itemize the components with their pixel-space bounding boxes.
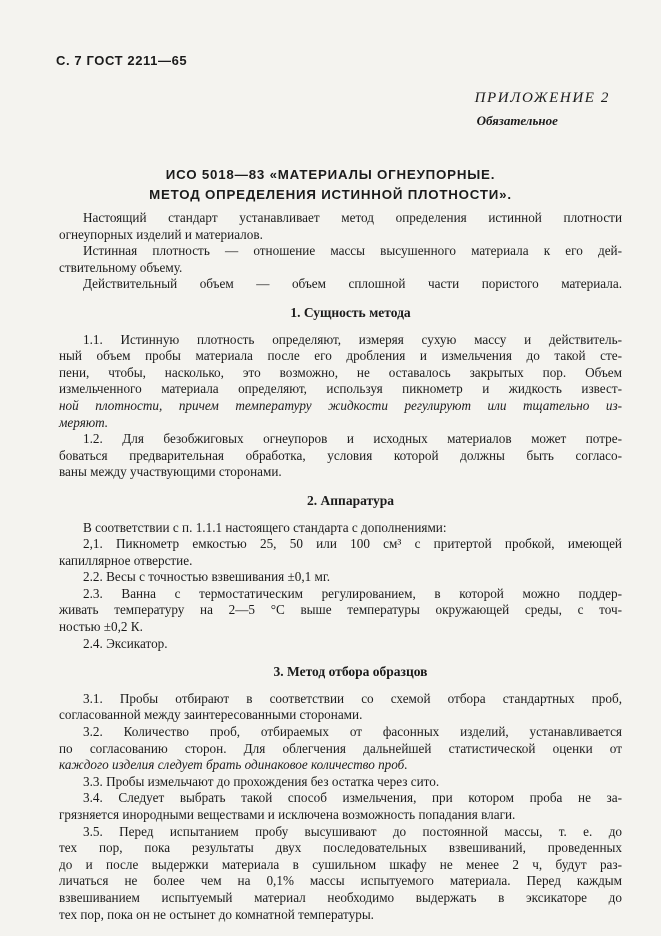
text-line: Настоящий стандарт устанавливает метод определения истинной плотности [83, 210, 622, 225]
text-line: 1.2. Для безобжиговых огнеупоров и исходных материалов может потре- [83, 431, 622, 447]
intro-paragraph-3 [79, 276, 622, 293]
section-1-heading: 1. Сущность метода [290, 304, 411, 320]
text-line: 3.4. Следует выбрать такой способ измельчения, при котором проба не за- [83, 790, 622, 806]
paragraph-1-1 [59, 332, 622, 432]
document-title-line-2: МЕТОД ОПРЕДЕЛЕНИЯ ИСТИННОЙ ПЛОТНОСТИ». [149, 187, 512, 202]
paragraph-2-2 [79, 569, 622, 586]
text-line: огнеупорных изделий и материалов. [59, 226, 263, 242]
text-line: ной плотности, причем температуру жидкости регулируют или тщательно из- [59, 397, 622, 413]
text-line: ный объем пробы материала после его дробления и измельчения до такой сте- [59, 348, 622, 364]
text-line: тех пор, пока он не остынет до комнатной температуры. [59, 906, 374, 922]
text-line: 2.4. Эксикатор. [83, 635, 168, 651]
text-line: В соответствии с п. 1.1.1 настоящего стандарта с дополнениями: [83, 519, 447, 535]
text-line: 3.1. Пробы отбирают в соответствии со схемой отбора стандартных проб, [83, 690, 622, 706]
paragraph-1-2 [59, 431, 622, 481]
text-line: грязняется инородными веществами и исключена возможность попадания влаги. [59, 807, 516, 822]
paragraph-2-4 [79, 636, 622, 653]
text-line: тех пор, пока результаты двух последовательных взвешиваний, проведенных [59, 840, 622, 856]
text-line: 2.2. Весы с точностью взвешивания ±0,1 мг. [83, 569, 331, 585]
text-line: каждого изделия следует брать одинаковое количество проб. [59, 757, 408, 773]
text-line: 3.5. Перед испытанием пробу высушивают до постоянной массы, т. е. до [83, 823, 622, 839]
section-2-heading: 2. Аппаратура [307, 492, 394, 508]
text-line: 3.2. Количество проб, отбираемых от фасонных изделий, устанавливается [83, 724, 622, 740]
text-line: живать температуру на 2—5 °С выше температуры окружающей среды, с точ- [59, 602, 622, 618]
text-line: взвешиванием испытуемый материал необходимо выдержать в эксикаторе до [59, 889, 622, 905]
text-line: Действительный объем — объем сплошной части пористого материала. [83, 276, 622, 292]
paragraph-3-2 [59, 724, 622, 774]
text-line: 2.3. Ванна с термостатическим регулированием, в которой можно поддер- [83, 585, 622, 601]
text-line: ваны между участвующими сторонами. [59, 464, 282, 480]
text-line: ствительному объему. [59, 259, 183, 275]
paragraph-3-4 [59, 790, 622, 823]
text-line: до и после выдержки материала в сушильном шкафу не менее 2 ч, будут раз- [59, 856, 622, 872]
text-line: 3.3. Пробы измельчают до прохождения без остатка через сито. [83, 773, 440, 789]
text-line: согласованной между заинтересованными сторонами. [59, 707, 363, 723]
text-line: капиллярное отверстие. [59, 552, 193, 568]
paragraph-3-1 [59, 691, 622, 724]
document-body [59, 210, 622, 923]
page-header: С. 7 ГОСТ 2211—65 [56, 53, 188, 68]
text-line: личаться не более чем на 0,1% массы испытуемого материала. Перед каждым [59, 873, 622, 889]
appendix-title: ПРИЛОЖЕНИЕ 2 [474, 90, 610, 106]
text-line: меряют. [59, 414, 109, 430]
paragraph-2-3 [59, 586, 622, 636]
text-line: пени, чтобы, насколько, это возможно, не оставалось закрытых пор. Объем [59, 364, 622, 380]
text-line: Истинная плотность — отношение массы высушенного материала к его дей- [83, 243, 622, 259]
text-line: 2,1. Пикнометр емкостью 25, 50 или 100 см³ с притертой пробкой, имеющей [83, 536, 622, 552]
text-line: боваться предварительная обработка, условия которой должны быть согласо- [59, 447, 622, 463]
appendix-subtitle: Обязательное [476, 113, 558, 128]
document-title [0, 165, 661, 205]
paragraph-2-0 [79, 520, 622, 537]
text-line: ностью ±0,2 К. [59, 619, 143, 635]
paragraph-2-1 [59, 536, 622, 569]
text-line: 1.1. Истинную плотность определяют, измеряя сухую массу и действитель- [83, 331, 622, 347]
paragraph-3-5 [59, 824, 622, 924]
section-3-heading: 3. Метод отбора образцов [273, 664, 428, 680]
paragraph-3-3 [79, 774, 622, 791]
intro-paragraph-1 [59, 210, 622, 243]
intro-paragraph-2 [59, 243, 622, 276]
document-title-line-1: ИСО 5018—83 «МАТЕРИАЛЫ ОГНЕУПОРНЫЕ. [165, 167, 496, 182]
appendix-block [475, 90, 610, 129]
text-line: измельченного материала определяют, используя пикнометр и жидкость извест- [59, 381, 622, 397]
text-line: по согласованию сторон. Для облегчения дальнейшей статистической оценки от [59, 740, 622, 756]
